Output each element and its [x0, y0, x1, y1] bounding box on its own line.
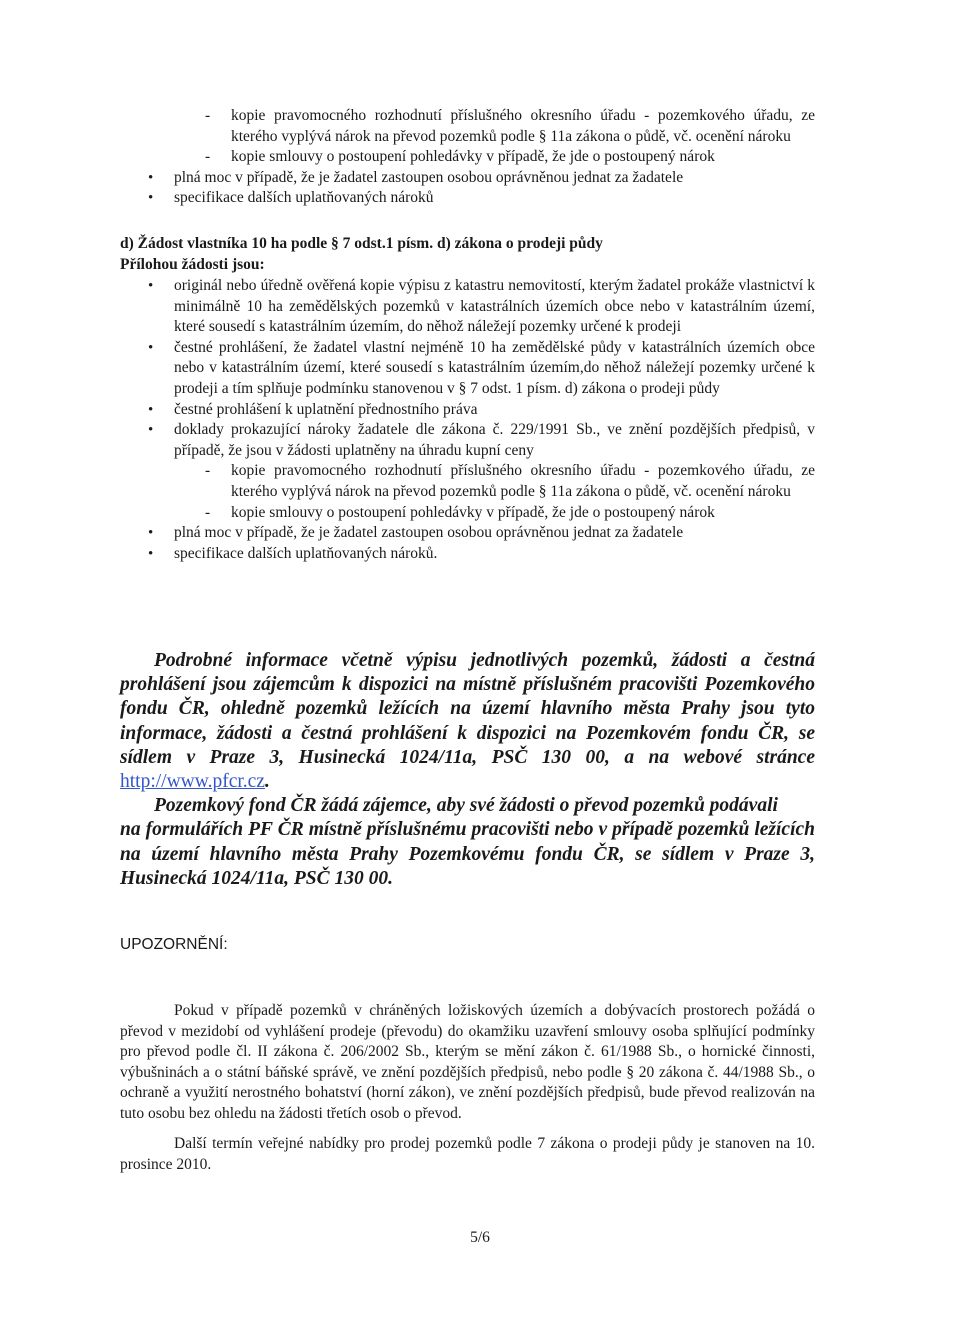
list-item: • plná moc v případě, že je žadatel zastoupen osobou oprávněnou jednat za žadatele [145, 168, 815, 189]
section-heading: d) Žádost vlastníka 10 ha podle § 7 odst.1 písm. d) zákona o prodeji půdy [120, 235, 603, 252]
notice-paragraph: na formulářích PF ČR místně příslušnému pracovišti nebo v případě pozemků ležících na území hlavního města Prahy Pozemkovému fondu ČR, se sídlem v Praze 3, Husinecká 1024/11a, PSČ 130 00. [120, 819, 815, 889]
list-item: - kopie pravomocného rozhodnutí příslušného okresního úřadu - pozemkového úřadu, ze kterého vyplývá nárok na převod pozemků podle § 11a zákona o půdě, vč. ocenění nároku [205, 106, 815, 147]
list-item: - kopie smlouvy o postoupení pohledávky v případě, že jde o postoupený nárok [205, 503, 815, 524]
section-d-list [145, 276, 815, 564]
list-item: - kopie pravomocného rozhodnutí příslušného okresního úřadu - pozemkového úřadu, ze kterého vyplývá nárok na převod pozemků podle § 11a zákona o půdě, vč. ocenění nároku [205, 461, 815, 502]
list-item: • specifikace dalších uplatňovaných nároků. [145, 544, 815, 565]
warning-heading: UPOZORNĚNÍ: [120, 936, 228, 953]
notice-paragraph: Pozemkový fond ČR žádá zájemce, aby své žádosti o převod pozemků podávali [154, 795, 778, 817]
top-list [145, 106, 815, 209]
list-item: - kopie smlouvy o postoupení pohledávky v případě, že jde o postoupený nárok [205, 147, 815, 168]
section-d [120, 234, 820, 275]
notice-block [120, 649, 815, 891]
list-item: • čestné prohlášení, že žadatel vlastní nejméně 10 ha zemědělské půdy v katastrálních územích obce nebo v katastrálním území, které sousedí s katastrálním územím,do něhož náležejí pozemky určené k prodeji a tím splňuje podmínku stanovenou v § 7 odst. 1 písm. d) zákona o prodeji půdy [145, 338, 815, 400]
notice-paragraph [120, 649, 815, 794]
notice-text: Podrobné informace včetně výpisu jednotlivých pozemků, žádosti a čestná prohlášení jsou zájemcům k dispozici na místně příslušném pracovišti Pozemkového fondu ČR, ohledně pozemků ležících na území hlavního města Prahy jsou tyto informace, žádosti a čestná prohlášení k dispozici na Pozemkovém fondu ČR, se sídlem v Praze 3, Husinecká 1024/11a, PSČ 130 00, a na webové stránce [120, 650, 815, 768]
list-item: • čestné prohlášení k uplatnění přednostního práva [145, 400, 815, 421]
next-offer-paragraph: Další termín veřejné nabídky pro prodej pozemků podle 7 zákona o prodeji půdy je stanoven na 10. prosince 2010. [120, 1135, 815, 1173]
attachments-heading: Přílohou žádosti jsou: [120, 255, 265, 273]
list-item: • doklady prokazující nároky žadatele dle zákona č. 229/1991 Sb., ve znění pozdějších předpisů, v případě, že jsou v žádosti uplatněny na úhradu kupní ceny [145, 420, 815, 461]
warning-paragraph: Pokud v případě pozemků v chráněných ložiskových územích a dobývacích prostorech požádá o převod v mezidobí od vyhlášení prodeje (převodu) do okamžiku uzavření smlouvy osoba splňující podmínky pro převod podle čl. II zákona č. 206/2002 Sb., kterým se mění zákon č. 61/1988 Sb., o hornické činnosti, výbušninách a o státní báňské správě, ve znění pozdějších předpisů, nebo podle § 20 zákona č. 44/1988 Sb., o ochraně a využití nerostného bohatství (horní zákon), ve znění pozdějších předpisů, bude převod realizován na tuto osobu bez ohledu na žádosti třetích osob o převod. [120, 1002, 815, 1122]
list-item: • plná moc v případě, že je žadatel zastoupen osobou oprávněnou jednat za žadatele [145, 523, 815, 544]
page-number: 5/6 [470, 1229, 490, 1246]
notice-punct: . [264, 771, 270, 793]
list-item: • originál nebo úředně ověřená kopie výpisu z katastru nemovitostí, kterým žadatel prokáže vlastnictví k minimálně 10 ha zemědělských pozemků v katastrálních územích obce nebo v katastrálním území, které sousedí s katastrálním územím, do něhož náležejí pozemky určené k prodeji [145, 276, 815, 338]
list-item: • specifikace dalších uplatňovaných nároků [145, 188, 815, 209]
website-link[interactable]: http://www.pfcr.cz [120, 771, 265, 793]
